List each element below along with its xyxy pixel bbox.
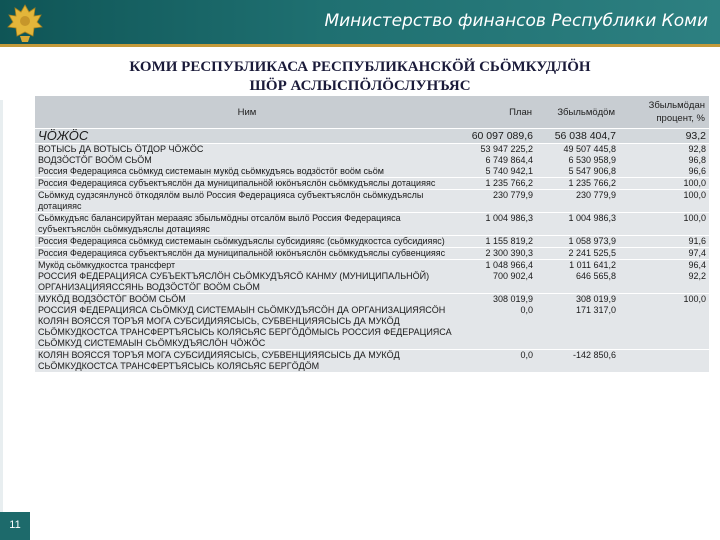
cell-line: 53 947 225,2	[480, 144, 533, 154]
cell-line: 308 019,9	[575, 294, 616, 304]
cell-name	[35, 260, 459, 294]
cell-plan	[459, 190, 536, 213]
cell-line: 2 241 525,5	[568, 248, 616, 258]
cell-name	[35, 190, 459, 213]
cell-plan	[459, 236, 536, 248]
cell-line: -142 850,6	[572, 350, 616, 360]
cell-percent	[619, 248, 709, 260]
cell-line: 1 011 641,2	[569, 260, 616, 270]
cell-name	[35, 236, 459, 248]
table-row	[35, 248, 709, 260]
ministry-title: Министерство финансов Республики Коми	[324, 11, 708, 31]
cell-line: РОССИЯ ФЕДЕРАЦИЯСА СЬӦМКУД СИСТЕМАЫН СЬӦМКУДЪЯСӦН ДА ОРГАНИЗАЦИЯЯСӦН КОЛЯН ВОЯССЯ ТОРЪЯ МОГА СУБСИДИЯЯСЫСЬ, СУБВЕНЦИЯЯСЫСЬ ДА МУКӦД СЬӦМКУДКОСТСА ТРАНСФЕРТЪЯСЫСЬ КОЛЯСЬЯС БЕРГӦДӦМЫСЬ РОССИЯ ФЕДЕРАЦИЯСА СЬӦМКУД СИСТЕМАЫН СЬӦМКУДЪЯСЛӦН ЧӦЖӦС	[38, 305, 452, 348]
total-executed: 56 038 404,7	[536, 129, 619, 144]
cell-line: РОССИЯ ФЕДЕРАЦИЯСА СУБЪЕКТЪЯСЛӦН СЬӦМКУДЪЯСӦ КАНМУ (МУНИЦИПАЛЬНӦЙ) ОРГАНИЗАЦИЯЯССЯНЬ ВОДЗӦСТӦГ ВОӦМ СЬӦМ	[38, 271, 430, 292]
header-plan: План	[459, 96, 536, 129]
cell-line: 5 547 906,8	[568, 166, 616, 176]
cell-line: 308 019,9	[492, 294, 533, 304]
table-row	[35, 213, 709, 236]
cell-line: 230 779,9	[492, 190, 533, 200]
cell-line: 96,8	[688, 155, 706, 165]
cell-name	[35, 294, 459, 350]
cell-line: 6 530 958,9	[568, 155, 616, 165]
cell-line: 96,4	[688, 260, 706, 270]
cell-line: Сьӧмкуд судзсянлунсӧ ӧткодялӧм вылӧ Россия Федерацияса субъектъяслӧн сьӧмкудъяслы дотацияяс	[38, 190, 424, 211]
table-row	[35, 294, 709, 350]
cell-name	[35, 248, 459, 260]
cell-line: 0,0	[520, 305, 533, 315]
cell-plan	[459, 178, 536, 190]
total-plan: 60 097 089,6	[459, 129, 536, 144]
header-percent	[619, 96, 709, 129]
cell-line: Россия Федерацияса сьӧмкуд системаын мукӧд сьӧмкудъясь водзӧстӧг воӧм сьӧм	[38, 166, 384, 176]
cell-line: 91,6	[688, 236, 706, 246]
header-percent-line1: Збыльмӧдан	[648, 100, 705, 111]
cell-line: Россия Федерацияса сьӧмкуд системаын сьӧмкудъяслы субсидияяс (сьӧмкудкостса субсидияяс)	[38, 236, 445, 246]
cell-line: 646 565,8	[575, 271, 616, 281]
page-number: 11	[9, 519, 21, 531]
header-name: Ним	[35, 96, 459, 129]
cell-plan	[459, 260, 536, 294]
cell-line: 92,8	[688, 144, 706, 154]
table-row	[35, 350, 709, 373]
cell-line: 171 317,0	[575, 305, 616, 315]
cell-line: 100,0	[683, 190, 706, 200]
cell-name	[35, 178, 459, 190]
cell-line: Сьӧмкудъяс балансируйтан мерааяс збыльмӧдны отсалӧм вылӧ Россия Федерацияса субъектъяслӧн сьӧмкудъяслы дотацияяс	[38, 213, 401, 234]
cell-line: КОЛЯН ВОЯССЯ ТОРЪЯ МОГА СУБСИДИЯЯСЫСЬ, СУБВЕНЦИЯЯСЫСЬ ДА МУКӦД СЬӦМКУДКОСТСА ТРАНСФЕРТЪЯСЫСЬ КОЛЯСЬЯС БЕРГӦДӦМ	[38, 350, 400, 371]
cell-line: МУКӦД ВОДЗӦСТӦГ ВОӦМ СЬӦМ	[38, 294, 186, 304]
left-strip	[0, 100, 3, 512]
cell-executed	[536, 350, 619, 373]
cell-line: 49 507 445,8	[563, 144, 616, 154]
table-row	[35, 178, 709, 190]
header-percent-line2: процент, %	[656, 113, 705, 124]
cell-executed	[536, 260, 619, 294]
cell-line: Мукӧд сьӧмкудкостса трансферт	[38, 260, 176, 270]
total-name: ЧӦЖӦС	[35, 129, 459, 144]
cell-percent	[619, 213, 709, 236]
cell-line: 1 004 986,3	[568, 213, 616, 223]
cell-line: ВОДЗӦСТӦГ ВОӦМ СЬӦМ	[38, 155, 152, 165]
table-row	[35, 190, 709, 213]
cell-plan	[459, 294, 536, 350]
table-row	[35, 236, 709, 248]
title-line-2: ШӦР АСЛЫСПӦЛӦСЛУНЪЯС	[249, 78, 471, 94]
table-row	[35, 260, 709, 294]
cell-percent	[619, 260, 709, 294]
cell-line: 1 048 966,4	[485, 260, 533, 270]
page-title	[0, 58, 720, 96]
cell-line: 2 300 390,3	[485, 248, 533, 258]
cell-line: 700 902,4	[492, 271, 533, 281]
cell-line: 1 004 986,3	[485, 213, 533, 223]
cell-line: 6 749 864,4	[485, 155, 533, 165]
budget-table-container	[35, 96, 709, 372]
cell-line: 5 740 942,1	[485, 166, 533, 176]
cell-plan	[459, 248, 536, 260]
cell-plan	[459, 213, 536, 236]
cell-executed	[536, 248, 619, 260]
cell-line: 1 058 973,9	[568, 236, 616, 246]
cell-line: Россия Федерацияса субъектъяслӧн да муниципальнӧй юкӧнъяслӧн сьӧмкудъяслы дотацияяс	[38, 178, 436, 188]
cell-line: 96,6	[688, 166, 706, 176]
cell-percent	[619, 144, 709, 178]
header-executed: Збыльмӧдӧм	[536, 96, 619, 129]
cell-line: 92,2	[688, 271, 706, 281]
title-line-1: КОМИ РЕСПУБЛИКАСА РЕСПУБЛИКАНСКӦЙ СЬӦМКУДЛӦН	[129, 59, 591, 75]
cell-line: Россия Федерацияса субъектъяслӧн да муниципальнӧй юкӧнъяслӧн сьӧмкудъяслы субвенцияяс	[38, 248, 446, 258]
cell-percent	[619, 236, 709, 248]
cell-plan	[459, 144, 536, 178]
cell-line: 1 235 766,2	[485, 178, 533, 188]
cell-percent	[619, 190, 709, 213]
cell-percent	[619, 178, 709, 190]
total-percent: 93,2	[619, 129, 709, 144]
header-bar	[0, 0, 720, 44]
cell-line: 97,4	[688, 248, 706, 258]
cell-percent	[619, 294, 709, 350]
cell-executed	[536, 236, 619, 248]
cell-line: 0,0	[520, 350, 533, 360]
table-row	[35, 144, 709, 178]
cell-executed	[536, 178, 619, 190]
cell-executed	[536, 213, 619, 236]
cell-executed	[536, 144, 619, 178]
cell-name	[35, 350, 459, 373]
budget-table	[35, 96, 709, 372]
cell-line: 100,0	[683, 294, 706, 304]
table-header-row	[35, 96, 709, 129]
cell-name	[35, 144, 459, 178]
header-divider	[0, 44, 720, 47]
cell-line: 1 155 819,2	[485, 236, 533, 246]
cell-line: 100,0	[683, 178, 706, 188]
cell-line: 100,0	[683, 213, 706, 223]
cell-plan	[459, 350, 536, 373]
cell-line: ВОТЫСЬ ДА ВОТЫСЬ ӦТДОР ЧӦЖӦС	[38, 144, 204, 154]
total-row	[35, 129, 709, 144]
cell-executed	[536, 294, 619, 350]
cell-line: 230 779,9	[575, 190, 616, 200]
cell-name	[35, 213, 459, 236]
coat-of-arms-icon	[4, 2, 46, 44]
cell-percent	[619, 350, 709, 373]
cell-executed	[536, 190, 619, 213]
cell-line: 1 235 766,2	[568, 178, 616, 188]
